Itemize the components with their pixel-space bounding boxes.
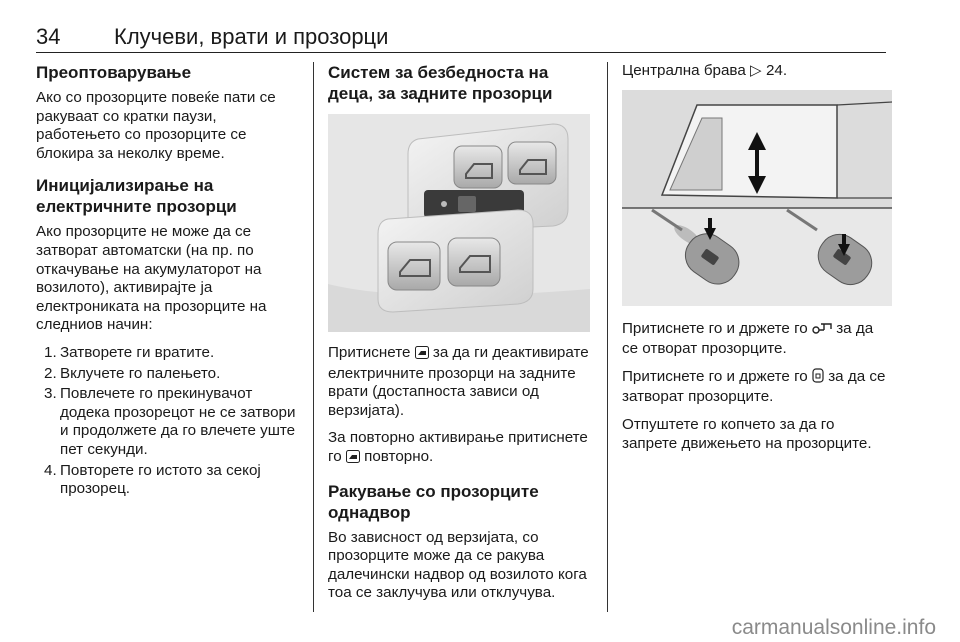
paragraph-reactivate: За повторно активирање притиснете го повторно. [328,429,590,468]
column-3 [622,62,892,462]
heading-remote-operation: Ракување со прозорците однадвор [328,481,539,522]
column-2 [328,62,590,612]
page-ref-arrow-icon: ▷ [750,62,762,79]
window-switch-illustration [328,114,590,332]
heading-child-safety: Систем за безбедноста на деца, за задните прозорци [328,63,553,103]
paragraph-remote-operation: Во зависност од верзијата, со прозорците може да се ракува далечински надвор од возилото кога тоа се заклучува или отклучува. [328,528,587,602]
list-item: 2. Вклучете го палењето. [44,364,221,382]
paragraph-release-button: Отпуштете го копчето за да го запрете движењето на прозорците. [622,415,872,452]
paragraph-central-lock-ref: Централна брава ▷ 24. [622,62,788,79]
column-1 [36,62,298,501]
paragraph-child-lock: Притиснете за да ги деактивирате електричните прозорци на задните врати (достапноста зависи од верзијата). [328,344,589,419]
list-item: 3. Повлечете го прекинувачот додека прозорецот не се затвори и продолжете да го влечете уште пет секунди. [44,385,296,458]
paragraph-initialization: Ако прозорците не може да се затворат автоматски (на пр. по откачување на акумулаторот на возилото), активирајте ја електрониката на прозорците на следниов начин: [36,223,267,334]
unlock-key-icon [812,321,832,341]
paragraph-open-windows: Притиснете го и држете го за да се отворат прозорците. [622,319,874,358]
page-header [36,22,886,53]
steps-list [36,344,298,499]
list-item: 1. Затворете ги вратите. [44,343,215,361]
chapter-title: Клучеви, врати и прозорци [114,24,389,49]
watermark: carmanualsonline.info [731,616,936,639]
heading-initialization: Иницијализирање на електричните прозорци [36,176,237,217]
remote-key-illustration [622,90,892,306]
column-divider [607,62,608,612]
child-lock-icon [346,450,360,469]
page-number: 34 [36,24,61,49]
paragraph-overload: Ако со прозорците повеќе пати се ракуваат со кратки паузи, работењето со прозорците се блокира за неколку време. [36,89,276,162]
lock-key-icon [812,368,824,389]
child-lock-icon [415,346,429,365]
list-item: 4. Повторете го истото за секој прозорец. [44,461,261,498]
heading-overload: Преоптоварување [36,63,192,82]
paragraph-close-windows: Притиснете го и држете го за да се затворат прозорците. [622,367,886,406]
column-divider [313,62,314,612]
